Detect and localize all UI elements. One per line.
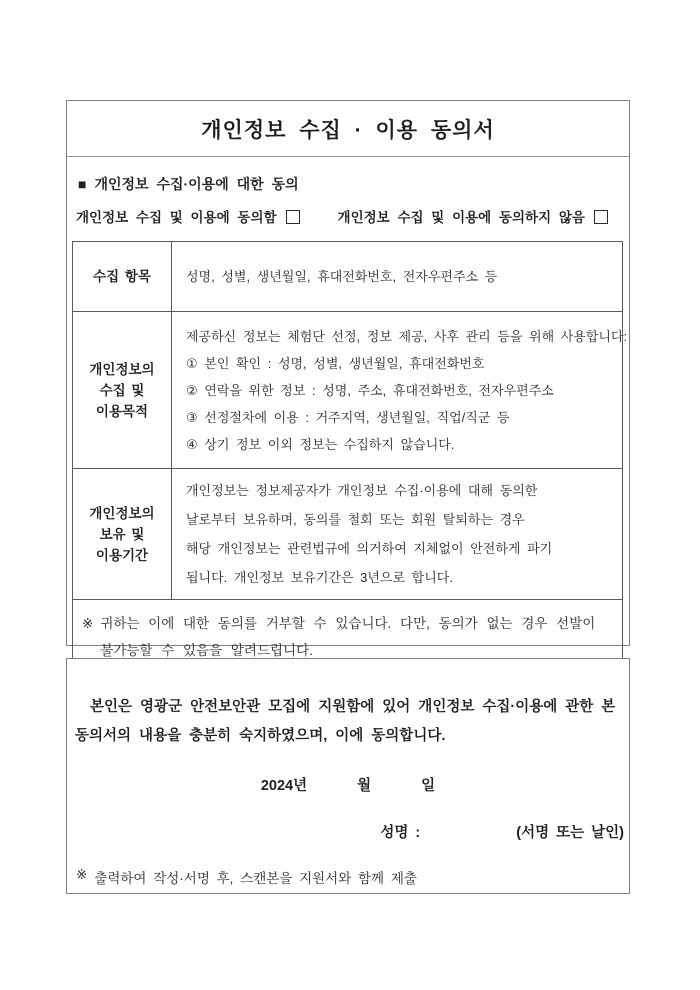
retention-label: 개인정보의 보유 및 이용기간 bbox=[73, 469, 172, 600]
form-title: 개인정보 수집 · 이용 동의서 bbox=[201, 118, 495, 142]
purpose-item-1: ① 본인 확인 : 성명, 성별, 생년월일, 휴대전화번호 bbox=[186, 355, 485, 371]
refusal-note-text: 귀하는 이에 대한 동의를 거부할 수 있습니다. 다만, 동의가 없는 경우 선발이 불가능할 수 있음을 알려드립니다. bbox=[100, 616, 596, 658]
purpose-item-3: ③ 선정절차에 이용 : 거주지역, 생년월일, 직업/직군 등 bbox=[186, 409, 510, 425]
retention-value bbox=[172, 469, 623, 600]
collection-items-label: 수집 항목 bbox=[73, 242, 172, 312]
disagree-option bbox=[338, 206, 608, 226]
purpose-value bbox=[172, 312, 628, 469]
disagree-label: 개인정보 수집 및 이용에 동의하지 않음 bbox=[337, 210, 585, 225]
purpose-label: 개인정보의 수집 및 이용목적 bbox=[73, 312, 172, 469]
signature-name-label: 성명 : bbox=[380, 825, 421, 841]
print-note bbox=[76, 867, 621, 887]
reference-mark-icon: ※ bbox=[76, 867, 88, 882]
signature-suffix: (서명 또는 날인) bbox=[516, 825, 624, 841]
date-month-label: 월 bbox=[357, 778, 372, 794]
date-line bbox=[67, 774, 629, 795]
collection-items-value bbox=[172, 242, 623, 312]
reference-mark-icon: ※ bbox=[82, 616, 94, 631]
consent-info-box bbox=[66, 100, 630, 658]
consent-heading-label: 개인정보 수집·이용에 대한 동의 bbox=[94, 176, 299, 192]
declaration-box bbox=[66, 658, 630, 894]
consent-section-heading bbox=[78, 174, 619, 194]
agree-option bbox=[76, 206, 300, 226]
agree-checkbox[interactable] bbox=[286, 210, 300, 224]
collection-items-text: 성명, 성별, 생년월일, 휴대전화번호, 전자우편주소 등 bbox=[186, 269, 498, 284]
retention-text: 개인정보는 정보제공자가 개인정보 수집·이용에 대해 동의한 날로부터 보유하며, 동의를 철회 또는 회원 탈퇴하는 경우 해당 개인정보는 관련법규에 의거하여 지체없이 안전하게 파기 됩니다. 개인정보 보유기간은 3년으로 합니다. bbox=[186, 483, 553, 585]
print-note-text: 출력하여 작성·서명 후, 스캔본을 지원서와 함께 제출 bbox=[94, 871, 417, 886]
disagree-checkbox[interactable] bbox=[594, 210, 608, 224]
privacy-info-table bbox=[72, 241, 628, 694]
title-row bbox=[67, 101, 629, 157]
table-row bbox=[73, 469, 623, 600]
purpose-intro: 제공하신 정보는 체험단 선정, 정보 제공, 사후 관리 등을 위해 사용합니다: bbox=[186, 328, 628, 344]
signature-line bbox=[67, 821, 629, 842]
consent-choice-line bbox=[76, 206, 623, 226]
purpose-item-2: ② 연락을 위한 정보 : 성명, 주소, 휴대전화번호, 전자우편주소 bbox=[186, 382, 554, 398]
date-year: 2024년 bbox=[260, 778, 308, 794]
declaration-text: 본인은 영광군 안전보안관 모집에 지원함에 있어 개인정보 수집·이용에 관한 본 동의서의 내용을 충분히 숙지하였으며, 이에 동의합니다. bbox=[75, 699, 616, 744]
purpose-item-4: ④ 상기 정보 이외 정보는 수집하지 않습니다. bbox=[186, 436, 455, 452]
date-day-label: 일 bbox=[421, 778, 436, 794]
filled-square-icon: ■ bbox=[78, 176, 87, 192]
table-row bbox=[73, 312, 623, 469]
table-row bbox=[73, 242, 623, 312]
agree-label: 개인정보 수집 및 이용에 동의함 bbox=[76, 210, 277, 225]
